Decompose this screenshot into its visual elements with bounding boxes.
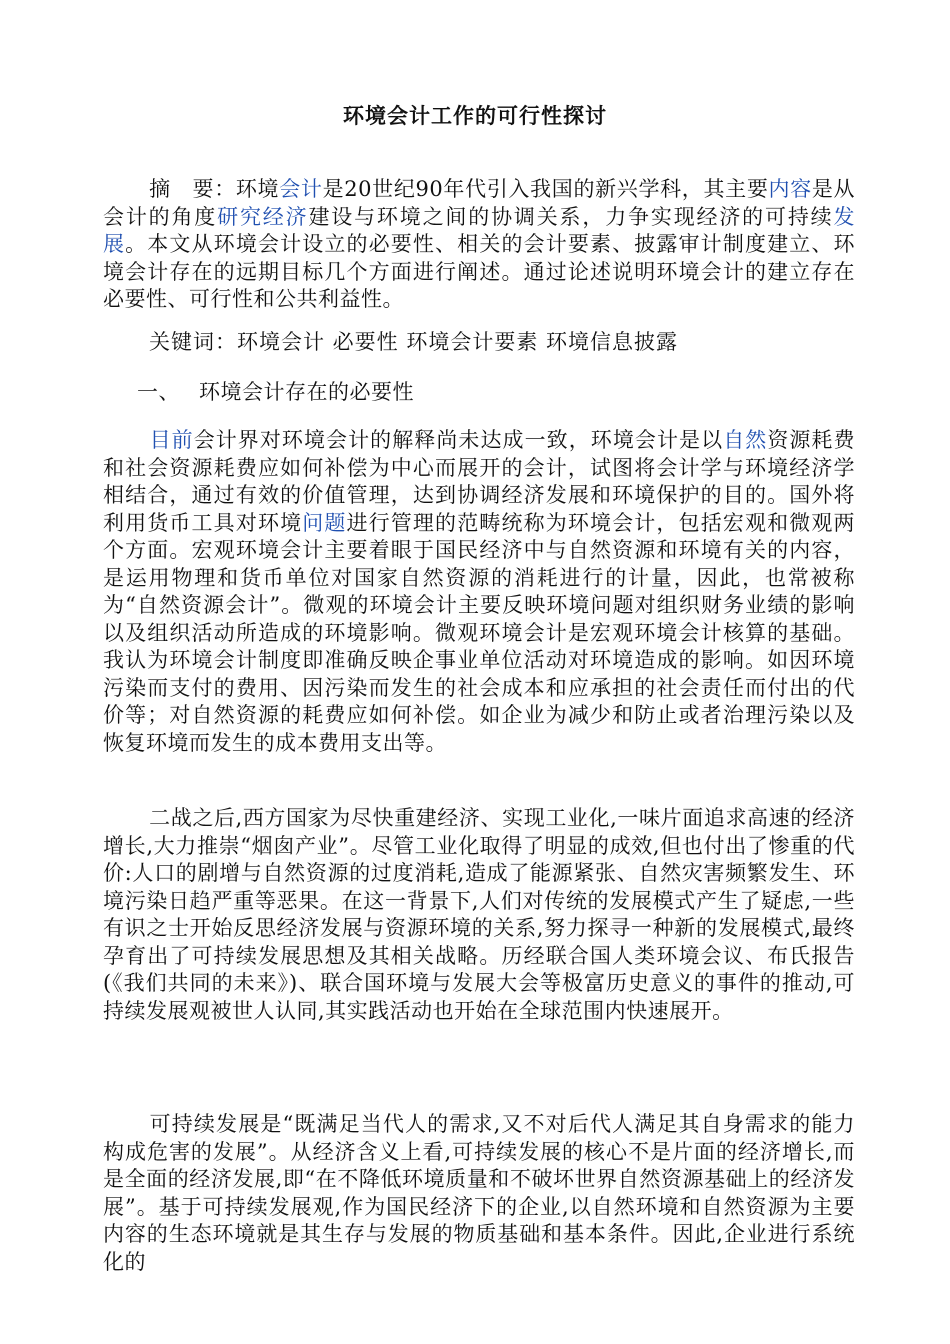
keywords-text: 关键词：环境会计 必要性 环境会计要素 环境信息披露 <box>149 330 679 354</box>
abstract-text: 是20世纪90年代引入我国的新兴学科，其主要 <box>322 177 769 201</box>
section-heading <box>103 379 855 407</box>
paragraph-1-text: 会计界对环境会计的解释尚未达成一致，环境会计是以 <box>193 428 724 452</box>
abstract-link[interactable]: 经济 <box>262 204 309 229</box>
abstract-paragraph <box>103 176 855 314</box>
abstract-link[interactable]: 研究 <box>217 204 263 229</box>
paragraph-1-body <box>103 428 855 755</box>
paragraph-2-text: 二战之后,西方国家为尽快重建经济、实现工业化,一味片面追求高速的经济增长,大力推崇“烟囱产业”。尽管工业化取得了明显的成效,但也付出了惨重的代价:人口的剧增与自然资源的过度消耗,造成了能源紧张、自然灾害频繁发生、环境污染日趋严重等恶果。在这一背景下,人们对传统的发展模式产生了疑虑,一些有识之士开始反思经济发展与资源环境的关系,努力探寻一种新的发展模式,最终孕育出了可持续发展思想及其相关战略。历经联合国人类环境会议、布氏报告(《我们共同的未来》)、联合国环境与发展大会等极富历史意义的事件的推动,可持续发展观被世人认同,其实践活动也开始在全球范围内快速展开。 <box>103 806 855 1023</box>
abstract-link[interactable]: 发展 <box>103 204 855 256</box>
abstract-link[interactable]: 会计 <box>279 177 323 201</box>
abstract-link[interactable]: 内容 <box>768 177 812 201</box>
document-title: 环境会计工作的可行性探讨 <box>343 103 607 128</box>
body-paragraph-3 <box>103 1111 855 1276</box>
keywords-line <box>103 329 855 357</box>
paragraph-1-text: 资源耗费和社会资源耗费应如何补偿为中心而展开的会计，试图将会计学与环境经济学相结合，通过有效的价值管理，达到协调经济发展和环境保护的目的。国外将利用货币工具对环境 <box>103 428 855 535</box>
paragraph-1-link[interactable]: 目前 <box>149 428 194 452</box>
paragraph-1-link[interactable]: 问题 <box>302 510 347 535</box>
abstract-label: 摘 要： <box>149 177 236 201</box>
paragraph-1-link[interactable]: 自然 <box>723 428 768 452</box>
abstract-text: 建设与环境之间的协调关系，力争实现经济的可持续 <box>308 204 834 229</box>
abstract-text: 。本文从环境会计设立的必要性、相关的会计要素、披露审计制度建立、环境会计存在的远期目标几个方面进行阐述。通过论述说明环境会计的建立存在必要性、可行性和公共利益性。 <box>103 232 856 311</box>
paragraph-3-text: 可持续发展是“既满足当代人的需求,又不对后代人满足其自身需求的能力构成危害的发展”。从经济含义上看,可持续发展的核心不是片面的经济增长,而是全面的经济发展,即“在不降低环境质量和不破坏世界自然资源基础上的经济发展”。基于可持续发展观,作为国民经济下的企业,以自然环境和自然资源为主要内容的生态环境就是其生存与发展的物质基础和基本条件。因此,企业进行系统化的 <box>103 1112 855 1274</box>
section-heading-text: 环境会计存在的必要性 <box>199 380 414 404</box>
body-paragraph-2 <box>103 805 855 1025</box>
paragraph-1-text: 进行管理的范畴统称为环境会计，包括宏观和微观两个方面。宏观环境会计主要着眼于国民经济中与自然资源和环境有关的内容，是运用物理和货币单位对国家自然资源的消耗进行的计量，因此，也常被称为“自然资源会计”。微观的环境会计主要反映环境问题对组织财务业绩的影响以及组织活动所造成的环境影响。微观环境会计是宏观环境会计核算的基础。我认为环境会计制度即准确反映企事业单位活动对环境造成的影响。如因环境污染而支付的费用、因污染而发生的社会成本和应承担的社会责任而付出的代价等；对自然资源的耗费应如何补偿。如企业为减少和防止或者治理污染以及恢复环境而发生的成本费用支出等。 <box>103 510 856 755</box>
abstract-text: 环境 <box>235 177 280 201</box>
body-paragraph-1 <box>103 427 855 757</box>
section-number: 一、 <box>137 380 180 404</box>
abstract-text: 是从会计的角度 <box>103 177 856 229</box>
